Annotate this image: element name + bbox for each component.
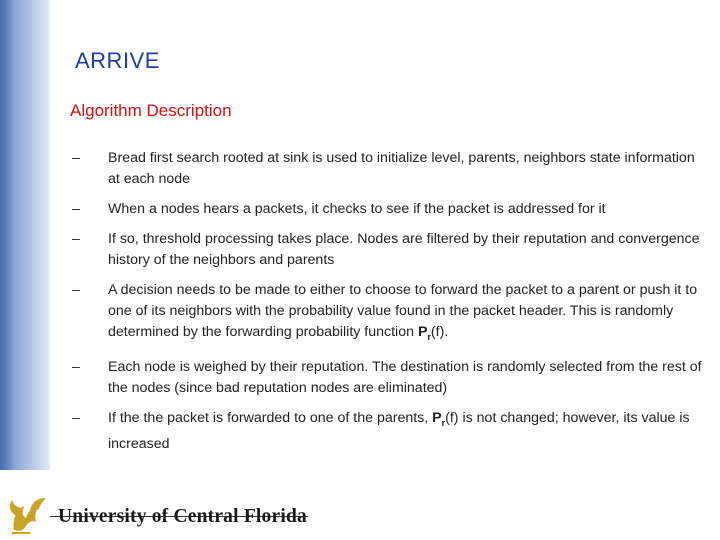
university-logo bbox=[0, 488, 720, 540]
bullet-item-6 bbox=[70, 408, 710, 455]
probability-symbol: P bbox=[432, 409, 442, 426]
bullet-marker: – bbox=[72, 409, 80, 426]
bullet-text-after: (f). bbox=[430, 324, 449, 340]
bullet-item-2 bbox=[70, 199, 710, 220]
bullet-item-1 bbox=[70, 148, 710, 190]
bullet-marker: – bbox=[72, 282, 80, 298]
probability-subscript: r bbox=[427, 331, 431, 342]
slide-subtitle: Algorithm Description bbox=[70, 101, 232, 120]
bullet-item-3 bbox=[70, 229, 710, 271]
bullet-text-before: If the the packet is forwarded to one of the parents, bbox=[108, 409, 433, 426]
bullet-text bbox=[108, 280, 710, 348]
bullet-text bbox=[108, 408, 710, 455]
pegasus-icon bbox=[6, 496, 48, 536]
bullet-marker: – bbox=[72, 150, 80, 166]
probability-symbol: P bbox=[417, 324, 428, 340]
probability-function bbox=[432, 410, 445, 426]
bullet-item-4 bbox=[70, 280, 710, 348]
decorative-side-bar bbox=[0, 0, 50, 470]
slide-title: ARRIVE bbox=[75, 48, 160, 73]
bullet-item-5 bbox=[70, 357, 710, 399]
bullet-text: If so, threshold processing takes place. Nodes are filtered by their reputation and convergence history of the neighbors and parents bbox=[108, 231, 700, 268]
bullet-text: Bread first search rooted at sink is used to initialize level, parents, neighbors state information at each node bbox=[108, 150, 695, 187]
probability-subscript: r bbox=[441, 417, 446, 428]
bullet-marker: – bbox=[72, 358, 80, 375]
university-name: University of Central Florida bbox=[58, 506, 307, 527]
bullet-list bbox=[70, 148, 710, 464]
bullet-text: Each node is weighed by their reputation. The destination is randomly selected from the rest of the nodes (since bad reputation nodes are eliminated) bbox=[108, 358, 702, 396]
bullet-marker: – bbox=[72, 201, 80, 217]
bullet-marker: – bbox=[72, 231, 80, 247]
bullet-text-after: (f) is not changed; however, its value is increased bbox=[108, 409, 690, 452]
bullet-text: When a nodes hears a packets, it checks to see if the packet is addressed for it bbox=[108, 201, 606, 217]
bullet-text-before: A decision needs to be made to either to choose to forward the packet to a parent or push it to one of its neighbors with the probability value found in the packet header. This is randomly determined by the forwarding probability function bbox=[108, 282, 698, 340]
probability-function bbox=[418, 324, 431, 340]
